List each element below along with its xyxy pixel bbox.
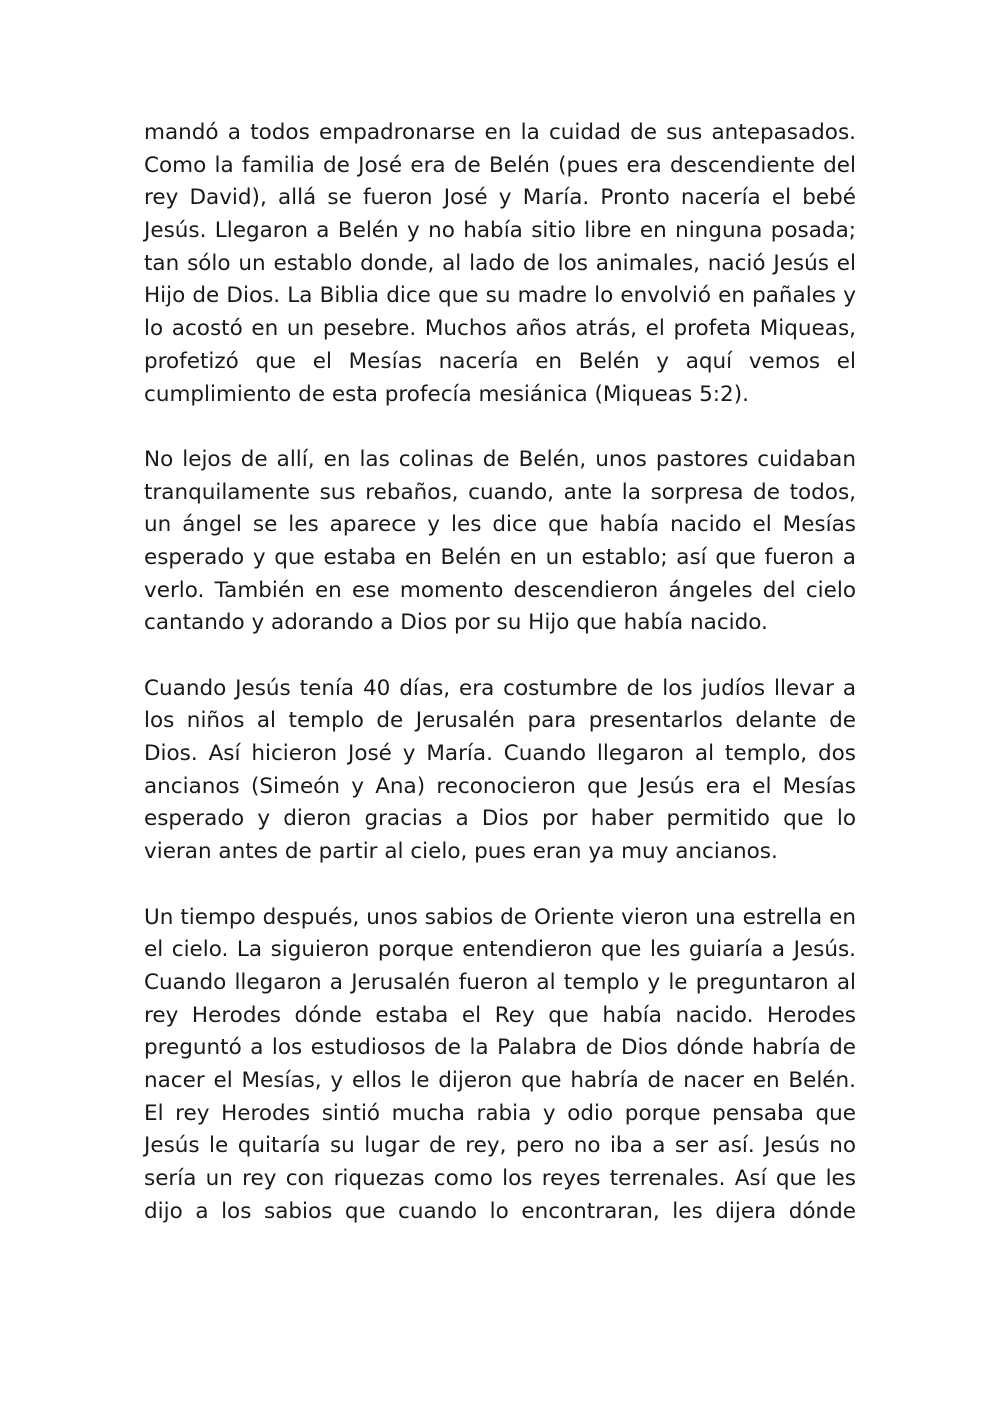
text-line: sería un rey con riquezas como los reyes terrenales. Así que les [144, 1166, 856, 1191]
paragraph-2 [144, 444, 856, 640]
text-line: ancianos (Simeón y Ana) reconocieron que Jesús era el Mesías [144, 773, 856, 799]
text-line: esperado y dieron gracias a Dios por haber permitido que lo [144, 806, 856, 832]
text-line: Un tiempo después, unos sabios de Oriente vieron una estrella en [144, 904, 856, 930]
text-line: verlo. También en ese momento descendieron ángeles del cielo [144, 577, 856, 603]
text-line: mandó a todos empadronarse en la cuidad de sus antepasados. [144, 120, 856, 145]
paragraph-1 [144, 117, 856, 411]
text-line: rey Herodes dónde estaba el Rey que había nacido. Herodes [144, 1002, 856, 1028]
text-line: vieran antes de partir al cielo, pues eran ya muy ancianos. [144, 839, 778, 865]
text-line: Jesús. Llegaron a Belén y no había sitio libre en ninguna posada; [144, 218, 856, 244]
text-line: Jesús le quitaría su lugar de rey, pero no iba a ser así. Jesús no [144, 1133, 856, 1159]
text-line: nacer el Mesías, y ellos le dijeron que habría de nacer en Belén. [144, 1067, 856, 1093]
text-line: profetizó que el Mesías nacería en Belén y aquí vemos el [144, 348, 856, 374]
text-line: el cielo. La siguieron porque entendieron que les guiaría a Jesús. [144, 937, 856, 963]
text-line: Dios. Así hicieron José y María. Cuando llegaron al templo, dos [144, 741, 856, 767]
text-line: Cuando llegaron a Jerusalén fueron al templo y le preguntaron al [144, 969, 856, 995]
text-line: los niños al templo de Jerusalén para presentarlos delante de [144, 708, 856, 734]
text-line: Hijo de Dios. La Biblia dice que su madre lo envolvió en pañales y [144, 283, 856, 309]
paragraph-4 [144, 902, 856, 1229]
text-line: un ángel se les aparece y les dice que había nacido el Mesías [144, 512, 856, 538]
text-line: dijo a los sabios que cuando lo encontraran, les dijera dónde [144, 1198, 856, 1224]
text-line: Como la familia de José era de Belén (pues era descendiente del [144, 152, 856, 178]
text-line: preguntó a los estudiosos de la Palabra de Dios dónde habría de [144, 1035, 856, 1061]
paragraph-spacer [144, 411, 856, 444]
text-line: tan sólo un establo donde, al lado de los animales, nació Jesús el [144, 250, 856, 276]
paragraph-spacer [144, 640, 856, 673]
text-line: tranquilamente sus rebaños, cuando, ante la sorpresa de todos, [144, 479, 856, 505]
text-line: El rey Herodes sintió mucha rabia y odio porque pensaba que [144, 1100, 856, 1126]
text-line: rey David), allá se fueron José y María. Pronto nacería el bebé [144, 185, 856, 211]
paragraph-3 [144, 673, 856, 869]
text-line: cumplimiento de esta profecía mesiánica (Miqueas 5:2). [144, 381, 749, 407]
text-line: No lejos de allí, en las colinas de Belén, unos pastores cuidaban [144, 446, 856, 472]
text-line: lo acostó en un pesebre. Muchos años atrás, el profeta Miqueas, [144, 316, 856, 342]
paragraph-spacer [144, 869, 856, 902]
text-line: esperado y que estaba en Belén en un establo; así que fueron a [144, 544, 856, 570]
text-line: cantando y adorando a Dios por su Hijo que había nacido. [144, 610, 768, 636]
text-line: Cuando Jesús tenía 40 días, era costumbre de los judíos llevar a [144, 675, 856, 701]
document-body [144, 117, 856, 1228]
